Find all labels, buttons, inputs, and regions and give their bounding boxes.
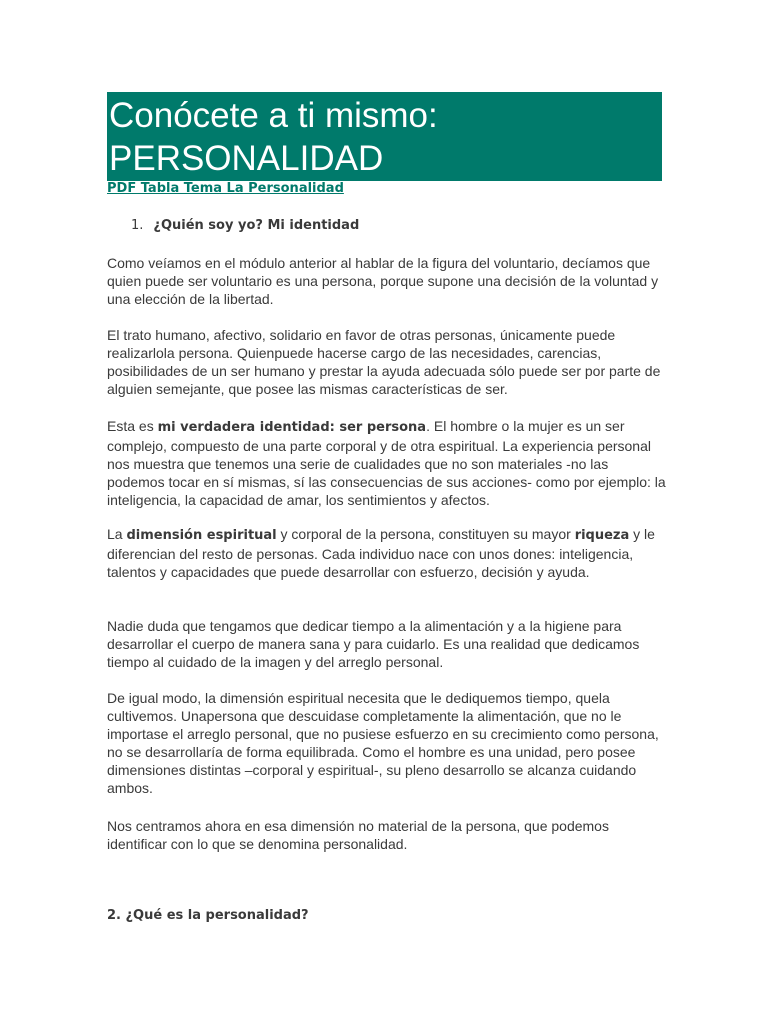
paragraph-7: Nos centramos ahora en esa dimensión no material de la persona, que podemos identificar con lo que se denomina personalidad. [107, 818, 609, 852]
paragraph-2: El trato humano, afectivo, solidario en favor de otras personas, únicamente puede realizarlola persona. Quienpuede hacerse cargo de las necesidades, carencias, posibilidades de un ser humano y prestar la ayuda adecuada sólo puede ser por parte de alguien semejante, que posee las mismas características de ser. [107, 327, 661, 397]
list-number: 1. [131, 218, 144, 233]
page-title-line2: PERSONALIDAD [109, 139, 384, 178]
pdf-link[interactable]: PDF Tabla Tema La Personalidad [107, 181, 344, 196]
list-heading: ¿Quién soy yo? Mi identidad [153, 218, 360, 233]
paragraph-5: Nadie duda que tengamos que dedicar tiempo a la alimentación y a la higiene para desarrollar el cuerpo de manera sana y para cuidarlo. Es una realidad que dedicamos tiempo al cuidado de la imagen y del arreglo personal. [107, 618, 640, 670]
p4-bold-1: dimensión espiritual [126, 528, 277, 543]
paragraph-3 [107, 417, 667, 509]
p4-bold-2: riqueza [574, 528, 630, 543]
section-2-heading: 2. ¿Qué es la personalidad? [107, 908, 309, 923]
title-banner [107, 92, 662, 181]
paragraph-4 [107, 525, 667, 581]
list-item-1 [131, 217, 359, 234]
paragraph-6: De igual modo, la dimensión espiritual necesita que le dediquemos tiempo, quela cultivemos. Unapersona que descuidase completamente la alimentación, que no le importase el arreglo personal, que no pusiese esfuerzo en su crecimiento como persona, no se desarrollaría de forma equilibrada. Como el hombre es una unidad, pero posee dimensiones distintas –corporal y espiritual-, su pleno desarrollo se alcanza cuidando ambos. [107, 690, 659, 796]
p4-text-a: La [107, 526, 127, 542]
paragraph-1: Como veíamos en el módulo anterior al hablar de la figura del voluntario, decíamos que quien puede ser voluntario es una persona, porque supone una decisión de la voluntad y una elección de la libertad. [107, 255, 659, 307]
p3-text-a: Esta es [107, 418, 158, 434]
p3-text-c: . El hombre o la mujer es un ser complejo, compuesto de una parte corporal y de otra espiritual. La experiencia personal nos muestra que tenemos una serie de cualidades que no son materiales -no las podemos tocar en sí mismas, sí las consecuencias de sus acciones- como por ejemplo: la inteligencia, la capacidad de amar, los sentimientos y afectos. [107, 418, 666, 508]
page-title-line1: Conócete a ti mismo: [109, 96, 438, 135]
p4-text-e: y le diferencian del resto de personas. Cada individuo nace con unos dones: inteligencia, talentos y capacidades que puede desarrollar con esfuerzo, decisión y ayuda. [107, 526, 655, 580]
p3-bold: mi verdadera identidad: ser persona [157, 420, 427, 435]
p4-text-c: y corporal de la persona, constituyen su mayor [276, 526, 575, 542]
